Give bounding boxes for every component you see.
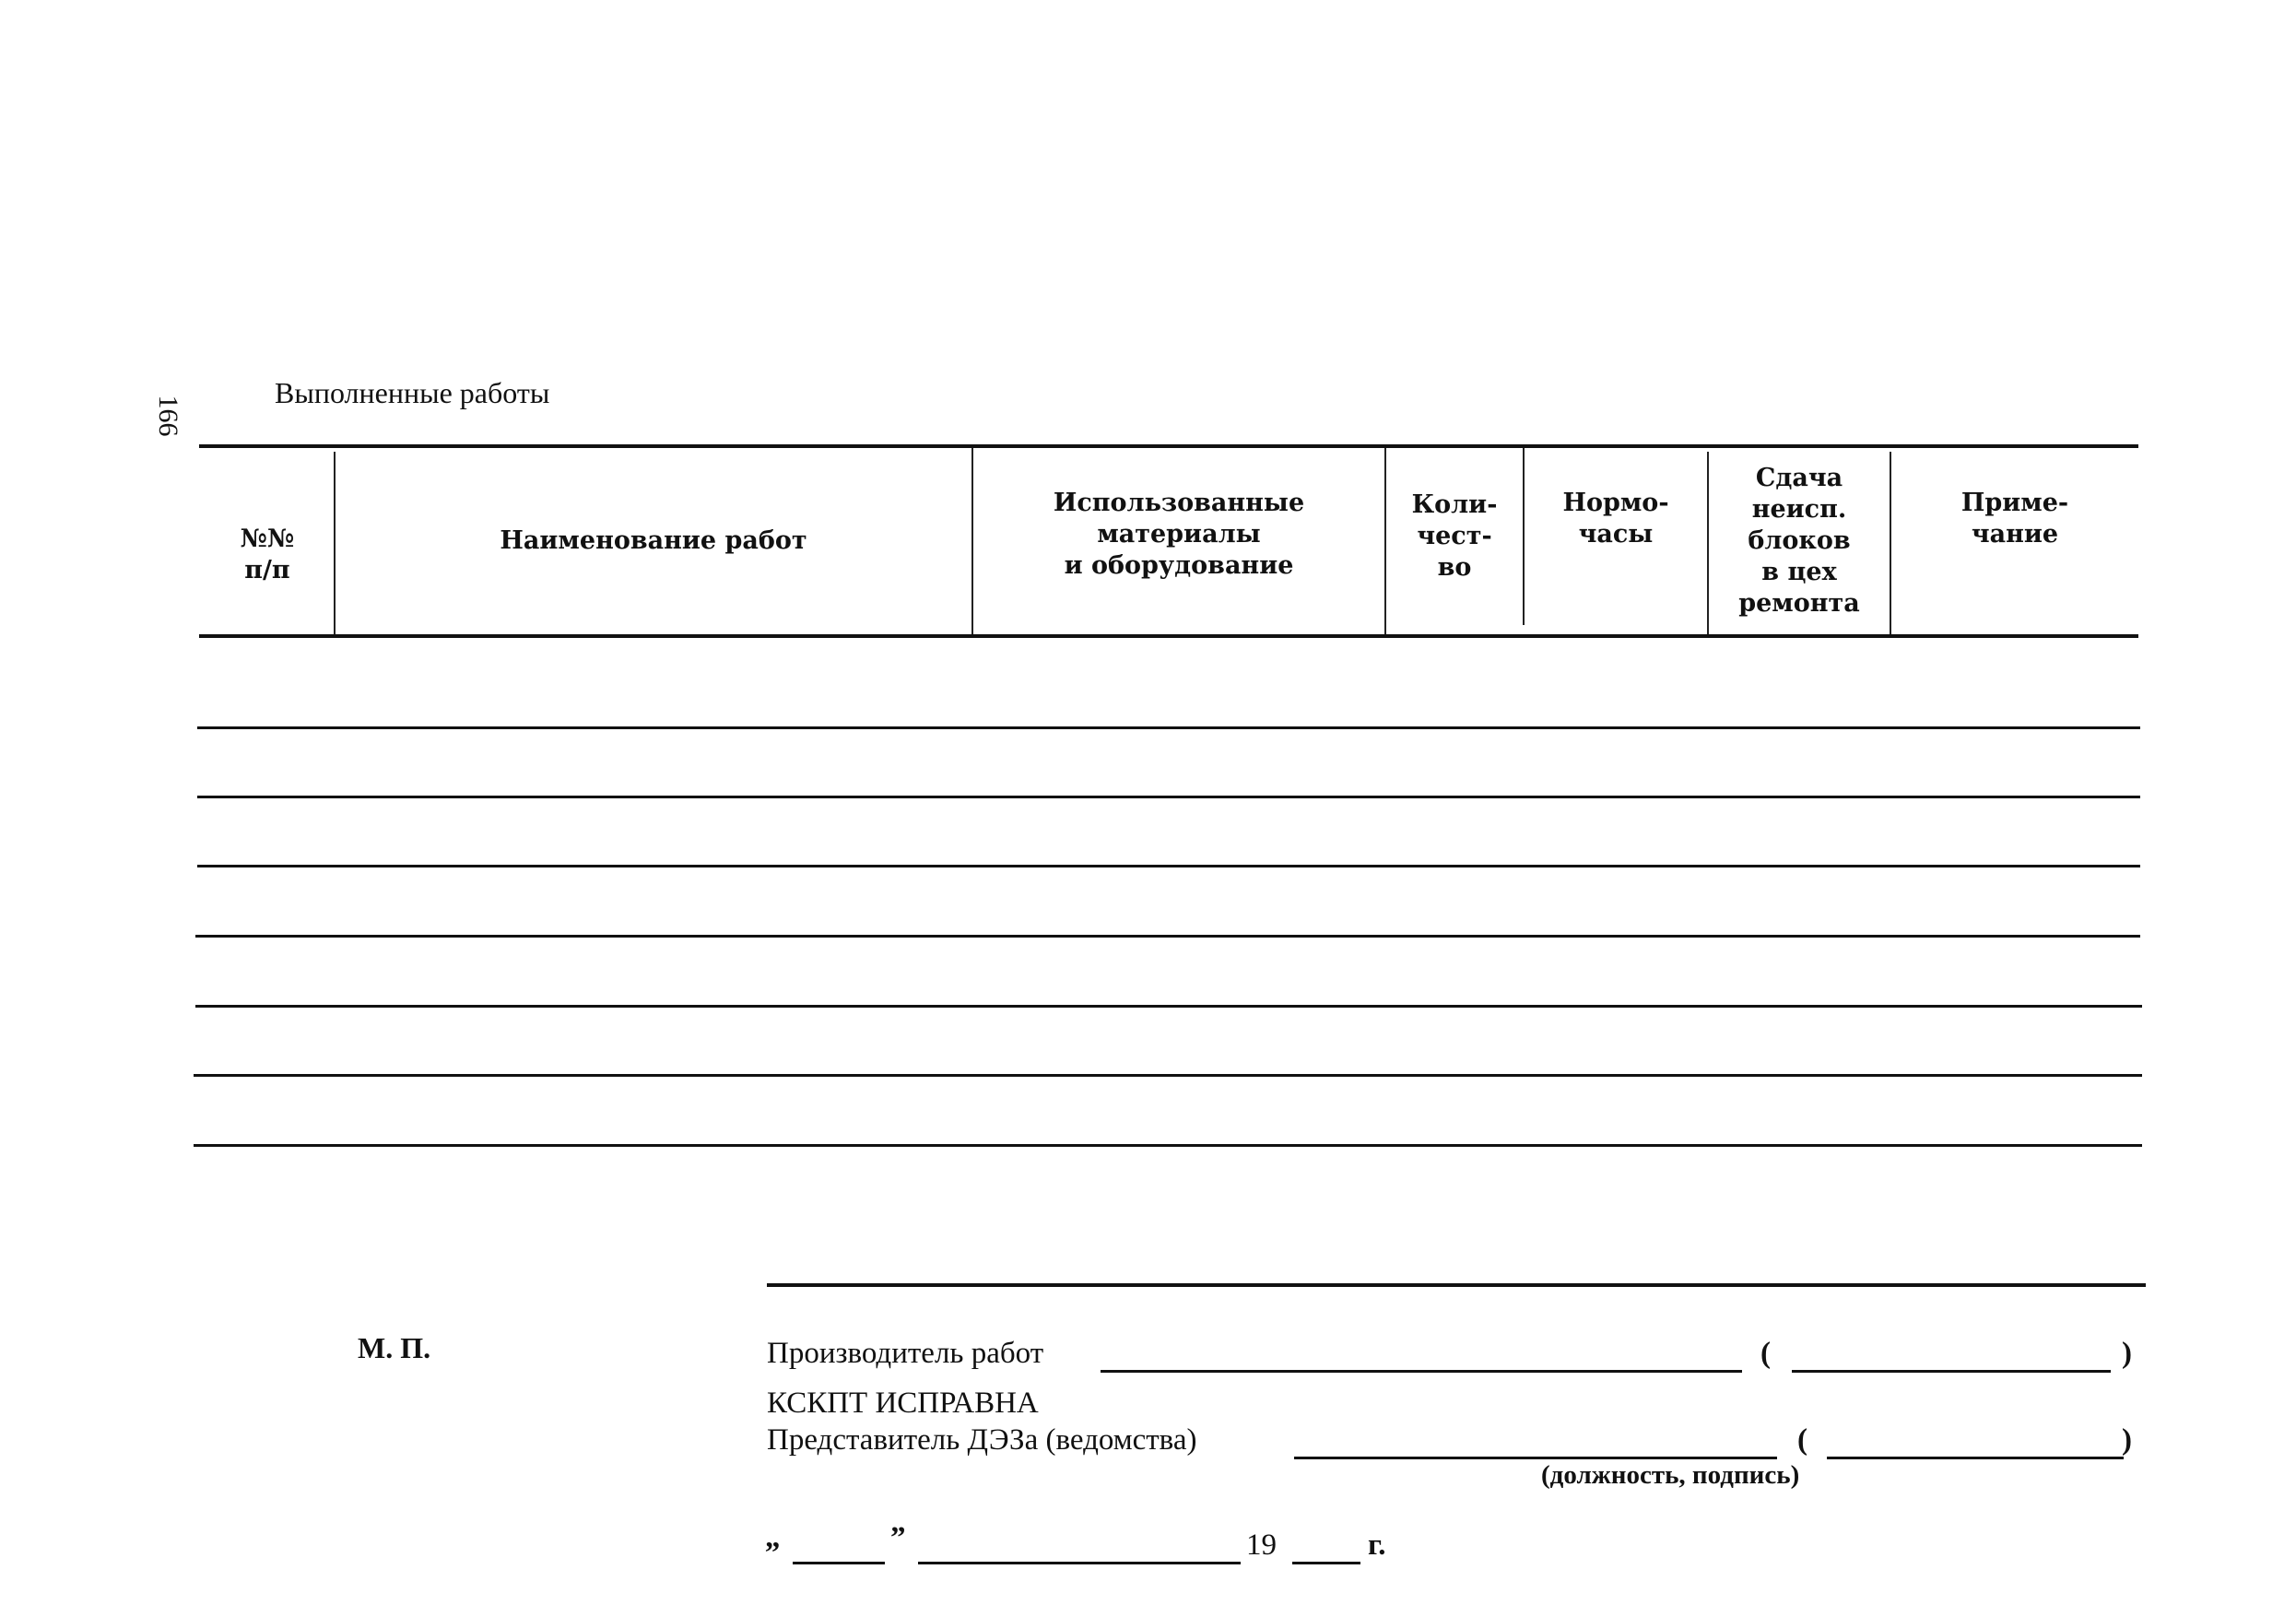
column-divider xyxy=(1707,452,1709,634)
table-row-line xyxy=(194,1144,2142,1147)
year-suffix: г. xyxy=(1368,1528,1386,1562)
header-norm-hours: Нормо- часы xyxy=(1562,489,1669,549)
header-note: Приме- чание xyxy=(1960,489,2069,549)
table-top-border xyxy=(199,444,2138,448)
column-divider xyxy=(1523,448,1525,625)
column-divider xyxy=(1890,452,1891,634)
signature-top-line xyxy=(767,1283,2146,1287)
column-divider xyxy=(971,448,973,634)
date-month-line[interactable] xyxy=(918,1562,1241,1564)
producer-name-line[interactable] xyxy=(1792,1370,2111,1373)
representative-close-paren: ) xyxy=(2122,1423,2132,1457)
table-header-bottom-border xyxy=(199,634,2138,638)
date-close-quote: ” xyxy=(890,1521,906,1554)
table-row-line xyxy=(195,935,2140,938)
header-work-name: Наименование работ xyxy=(500,526,807,555)
producer-close-paren: ) xyxy=(2122,1337,2132,1370)
producer-open-paren: ( xyxy=(1760,1337,1771,1370)
representative-open-paren: ( xyxy=(1797,1423,1807,1457)
position-signature-caption: (должность, подпись) xyxy=(1541,1460,1800,1490)
page-number: 166 xyxy=(153,395,183,437)
table-row-line xyxy=(197,865,2140,867)
date-open-quote: „ xyxy=(765,1521,781,1554)
header-materials: Использованные материалы и оборудование xyxy=(1053,489,1305,580)
year-prefix: 19 xyxy=(1246,1528,1277,1562)
table-row-line xyxy=(197,726,2140,729)
representative-label: Представитель ДЭЗа (ведомства) xyxy=(767,1423,1197,1457)
date-year-line[interactable] xyxy=(1292,1562,1360,1564)
producer-signature-line[interactable] xyxy=(1101,1370,1742,1373)
section-title: Выполненные работы xyxy=(275,376,550,409)
producer-label: Производитель работ xyxy=(767,1337,1044,1370)
header-unused-blocks: Сдача неисп. блоков в цех ремонта xyxy=(1738,464,1860,618)
stamp-label: М. П. xyxy=(358,1331,431,1364)
status-text: КСКПТ ИСПРАВНА xyxy=(767,1387,1039,1420)
table-row-line xyxy=(195,1005,2142,1008)
representative-signature-line[interactable] xyxy=(1294,1457,1777,1459)
header-quantity: Коли- чест- во xyxy=(1411,490,1498,582)
column-divider xyxy=(1384,448,1386,634)
column-divider xyxy=(334,452,336,634)
table-row-line xyxy=(194,1074,2142,1077)
table-row-line xyxy=(197,796,2140,798)
representative-name-line[interactable] xyxy=(1827,1457,2124,1459)
date-day-line[interactable] xyxy=(793,1562,885,1564)
header-number: №№ п/п xyxy=(240,525,295,584)
